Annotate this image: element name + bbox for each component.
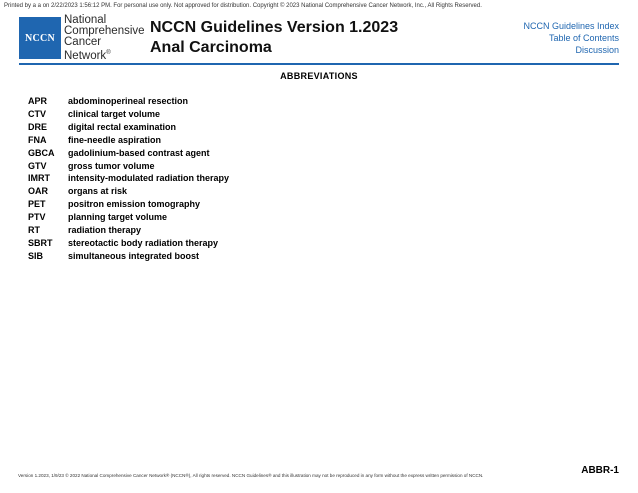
abbreviation-term: SIB: [28, 250, 44, 261]
abbreviation-term: SBRT: [28, 237, 53, 248]
abbreviation-definition: stereotactic body radiation therapy: [68, 237, 219, 248]
abbreviation-definition: intensity-modulated radiation therapy: [68, 173, 230, 184]
abbreviation-definition: clinical target volume: [68, 108, 161, 119]
print-notice: Printed by a a on 2/22/2023 1:56:12 PM. For personal use only. Not approved for distribution. Copyright © 2023 National Comprehensive Cancer Network, Inc., All Rights Reserved.: [4, 3, 482, 9]
logo-network-word: Network: [64, 49, 107, 62]
registered-mark: ®: [106, 50, 111, 56]
abbreviation-definition: fine-needle aspiration: [68, 134, 162, 145]
abbreviation-definition: gross tumor volume: [68, 160, 155, 171]
abbreviation-term: RT: [28, 225, 40, 236]
abbreviation-row: [28, 237, 229, 250]
abbreviation-row: [28, 134, 229, 147]
abbreviation-definition: digital rectal examination: [68, 121, 177, 132]
abbreviation-list: [28, 95, 229, 263]
abbreviation-row: [28, 224, 229, 237]
abbreviation-row: [28, 198, 229, 211]
abbreviation-row: [28, 185, 229, 198]
abbreviation-term: PTV: [28, 212, 46, 223]
abbreviation-term: APR: [28, 96, 48, 106]
abbreviation-definition: planning target volume: [68, 212, 168, 223]
abbreviation-definition: simultaneous integrated boost: [68, 250, 200, 261]
table-of-contents-link[interactable]: Table of Contents: [548, 33, 619, 43]
header-divider: [19, 63, 619, 65]
document-title: [150, 18, 398, 58]
nccn-logo: [19, 17, 61, 59]
logo-wordmark: [64, 15, 145, 62]
abbreviation-row: [28, 172, 229, 185]
abbreviation-definition: radiation therapy: [68, 225, 142, 236]
abbreviation-term: GTV: [28, 160, 47, 171]
abbreviation-term: DRE: [28, 121, 48, 132]
logo-line-network: [64, 48, 145, 62]
abbreviation-row: [28, 250, 229, 263]
abbreviation-term: OAR: [28, 186, 48, 197]
abbreviation-definition: gadolinium-based contrast agent: [68, 147, 210, 158]
logo-line-comprehensive: Comprehensive: [64, 25, 145, 37]
abbreviation-term: FNA: [28, 134, 47, 145]
navigation-links: [523, 20, 619, 56]
abbreviation-term: IMRT: [28, 173, 50, 184]
guideline-version: NCCN Guidelines Version 1.2023: [150, 19, 399, 36]
page-identifier: ABBR-1: [581, 465, 619, 476]
abbreviation-row: [28, 121, 229, 134]
abbreviation-term: CTV: [28, 108, 46, 119]
abbreviation-row: [28, 95, 229, 108]
logo-line-national: National: [64, 14, 107, 26]
abbreviation-row: [28, 211, 229, 224]
guideline-topic: Anal Carcinoma: [150, 39, 272, 56]
abbreviation-definition: positron emission tomography: [68, 199, 201, 210]
abbreviation-definition: organs at risk: [68, 186, 128, 197]
abbreviation-term: GBCA: [28, 147, 55, 158]
abbreviation-term: PET: [28, 199, 46, 210]
discussion-link[interactable]: Discussion: [575, 45, 619, 55]
abbreviation-row: [28, 108, 229, 121]
logo-line-cancer: Cancer: [64, 36, 102, 48]
abbreviation-row: [28, 160, 229, 173]
abbreviation-definition: abdominoperineal resection: [68, 96, 189, 106]
section-title: ABBREVIATIONS: [280, 71, 358, 81]
logo-badge-text: NCCN: [24, 32, 56, 44]
abbreviation-row: [28, 147, 229, 160]
guidelines-index-link[interactable]: NCCN Guidelines Index: [523, 21, 619, 31]
footer-copyright: Version 1.2023, 1/9/23 © 2022 National Comprehensive Cancer Network® (NCCN®), All rights reserved. NCCN Guidelines® and this illustration may not be reproduced in any form without the express written permission of NCCN.: [18, 473, 484, 478]
